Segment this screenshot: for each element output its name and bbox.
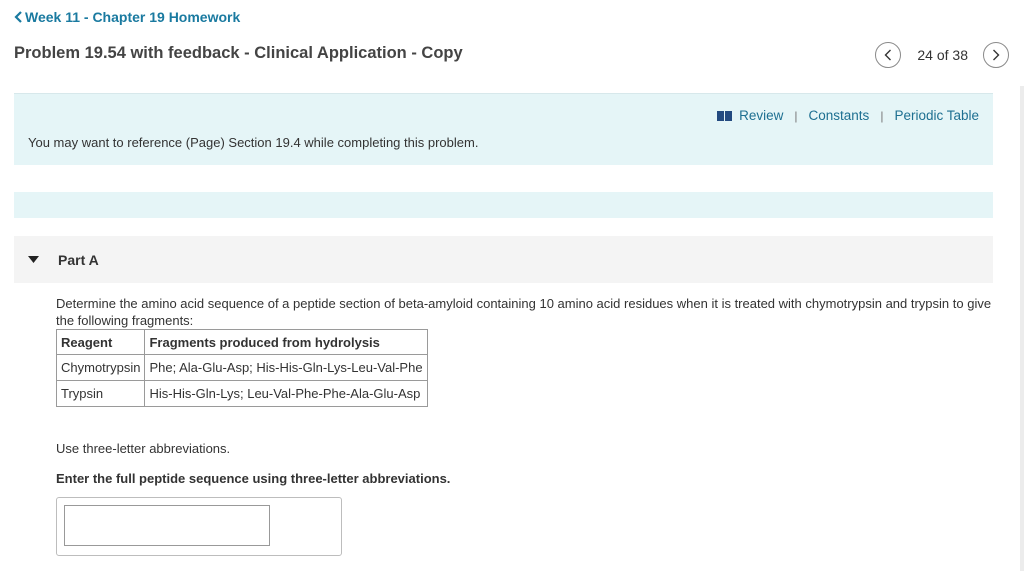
table-cell: Chymotrypsin (57, 355, 145, 381)
question-text: Determine the amino acid sequence of a peptide section of beta-amyloid containing 10 amino acid residues when it is treated with chymotrypsin and trypsin to give the following fragments: (56, 296, 992, 328)
blank-panel (14, 192, 993, 218)
table-row (57, 355, 428, 381)
reference-text: You may want to reference (Page) Section 19.4 while completing this problem. (28, 135, 479, 150)
table-cell: Phe; Ala-Glu-Asp; His-His-Gln-Lys-Leu-Val-Phe (145, 355, 427, 381)
book-icon (717, 111, 732, 121)
answer-prompt: Enter the full peptide sequence using three-letter abbreviations. (56, 471, 451, 486)
next-button[interactable] (983, 42, 1009, 68)
constants-link[interactable]: Constants (808, 108, 870, 123)
instruction-text: Use three-letter abbreviations. (56, 441, 231, 456)
previous-button[interactable] (875, 42, 901, 68)
table-cell: His-His-Gln-Lys; Leu-Val-Phe-Phe-Ala-Glu-Asp (145, 381, 427, 407)
chevron-right-icon (992, 49, 1000, 61)
separator: | (880, 108, 884, 123)
caret-down-icon (28, 256, 39, 264)
part-title: Part A (58, 251, 99, 268)
answer-input[interactable] (64, 505, 270, 546)
fragments-table (56, 329, 428, 407)
page-title: Problem 19.54 with feedback - Clinical Application - Copy (14, 44, 463, 62)
pager (875, 42, 1009, 68)
table-row (57, 381, 428, 407)
back-link[interactable] (14, 9, 240, 25)
scrollbar[interactable] (1020, 86, 1024, 571)
answer-container (56, 497, 342, 556)
separator: | (794, 108, 798, 123)
chevron-left-icon (14, 11, 23, 23)
table-cell: Trypsin (57, 381, 145, 407)
back-link-label: Week 11 - Chapter 19 Homework (25, 9, 241, 25)
page-count: 24 of 38 (917, 47, 968, 63)
column-header: Reagent (57, 330, 145, 355)
info-panel (14, 93, 993, 165)
part-a-content (56, 295, 996, 556)
part-a-header[interactable] (14, 236, 993, 283)
periodic-table-link[interactable]: Periodic Table (894, 108, 979, 123)
chevron-left-icon (884, 49, 892, 61)
resource-links (717, 108, 979, 123)
table-header-row (57, 330, 428, 355)
column-header: Fragments produced from hydrolysis (145, 330, 427, 355)
review-link[interactable]: Review (739, 108, 784, 123)
